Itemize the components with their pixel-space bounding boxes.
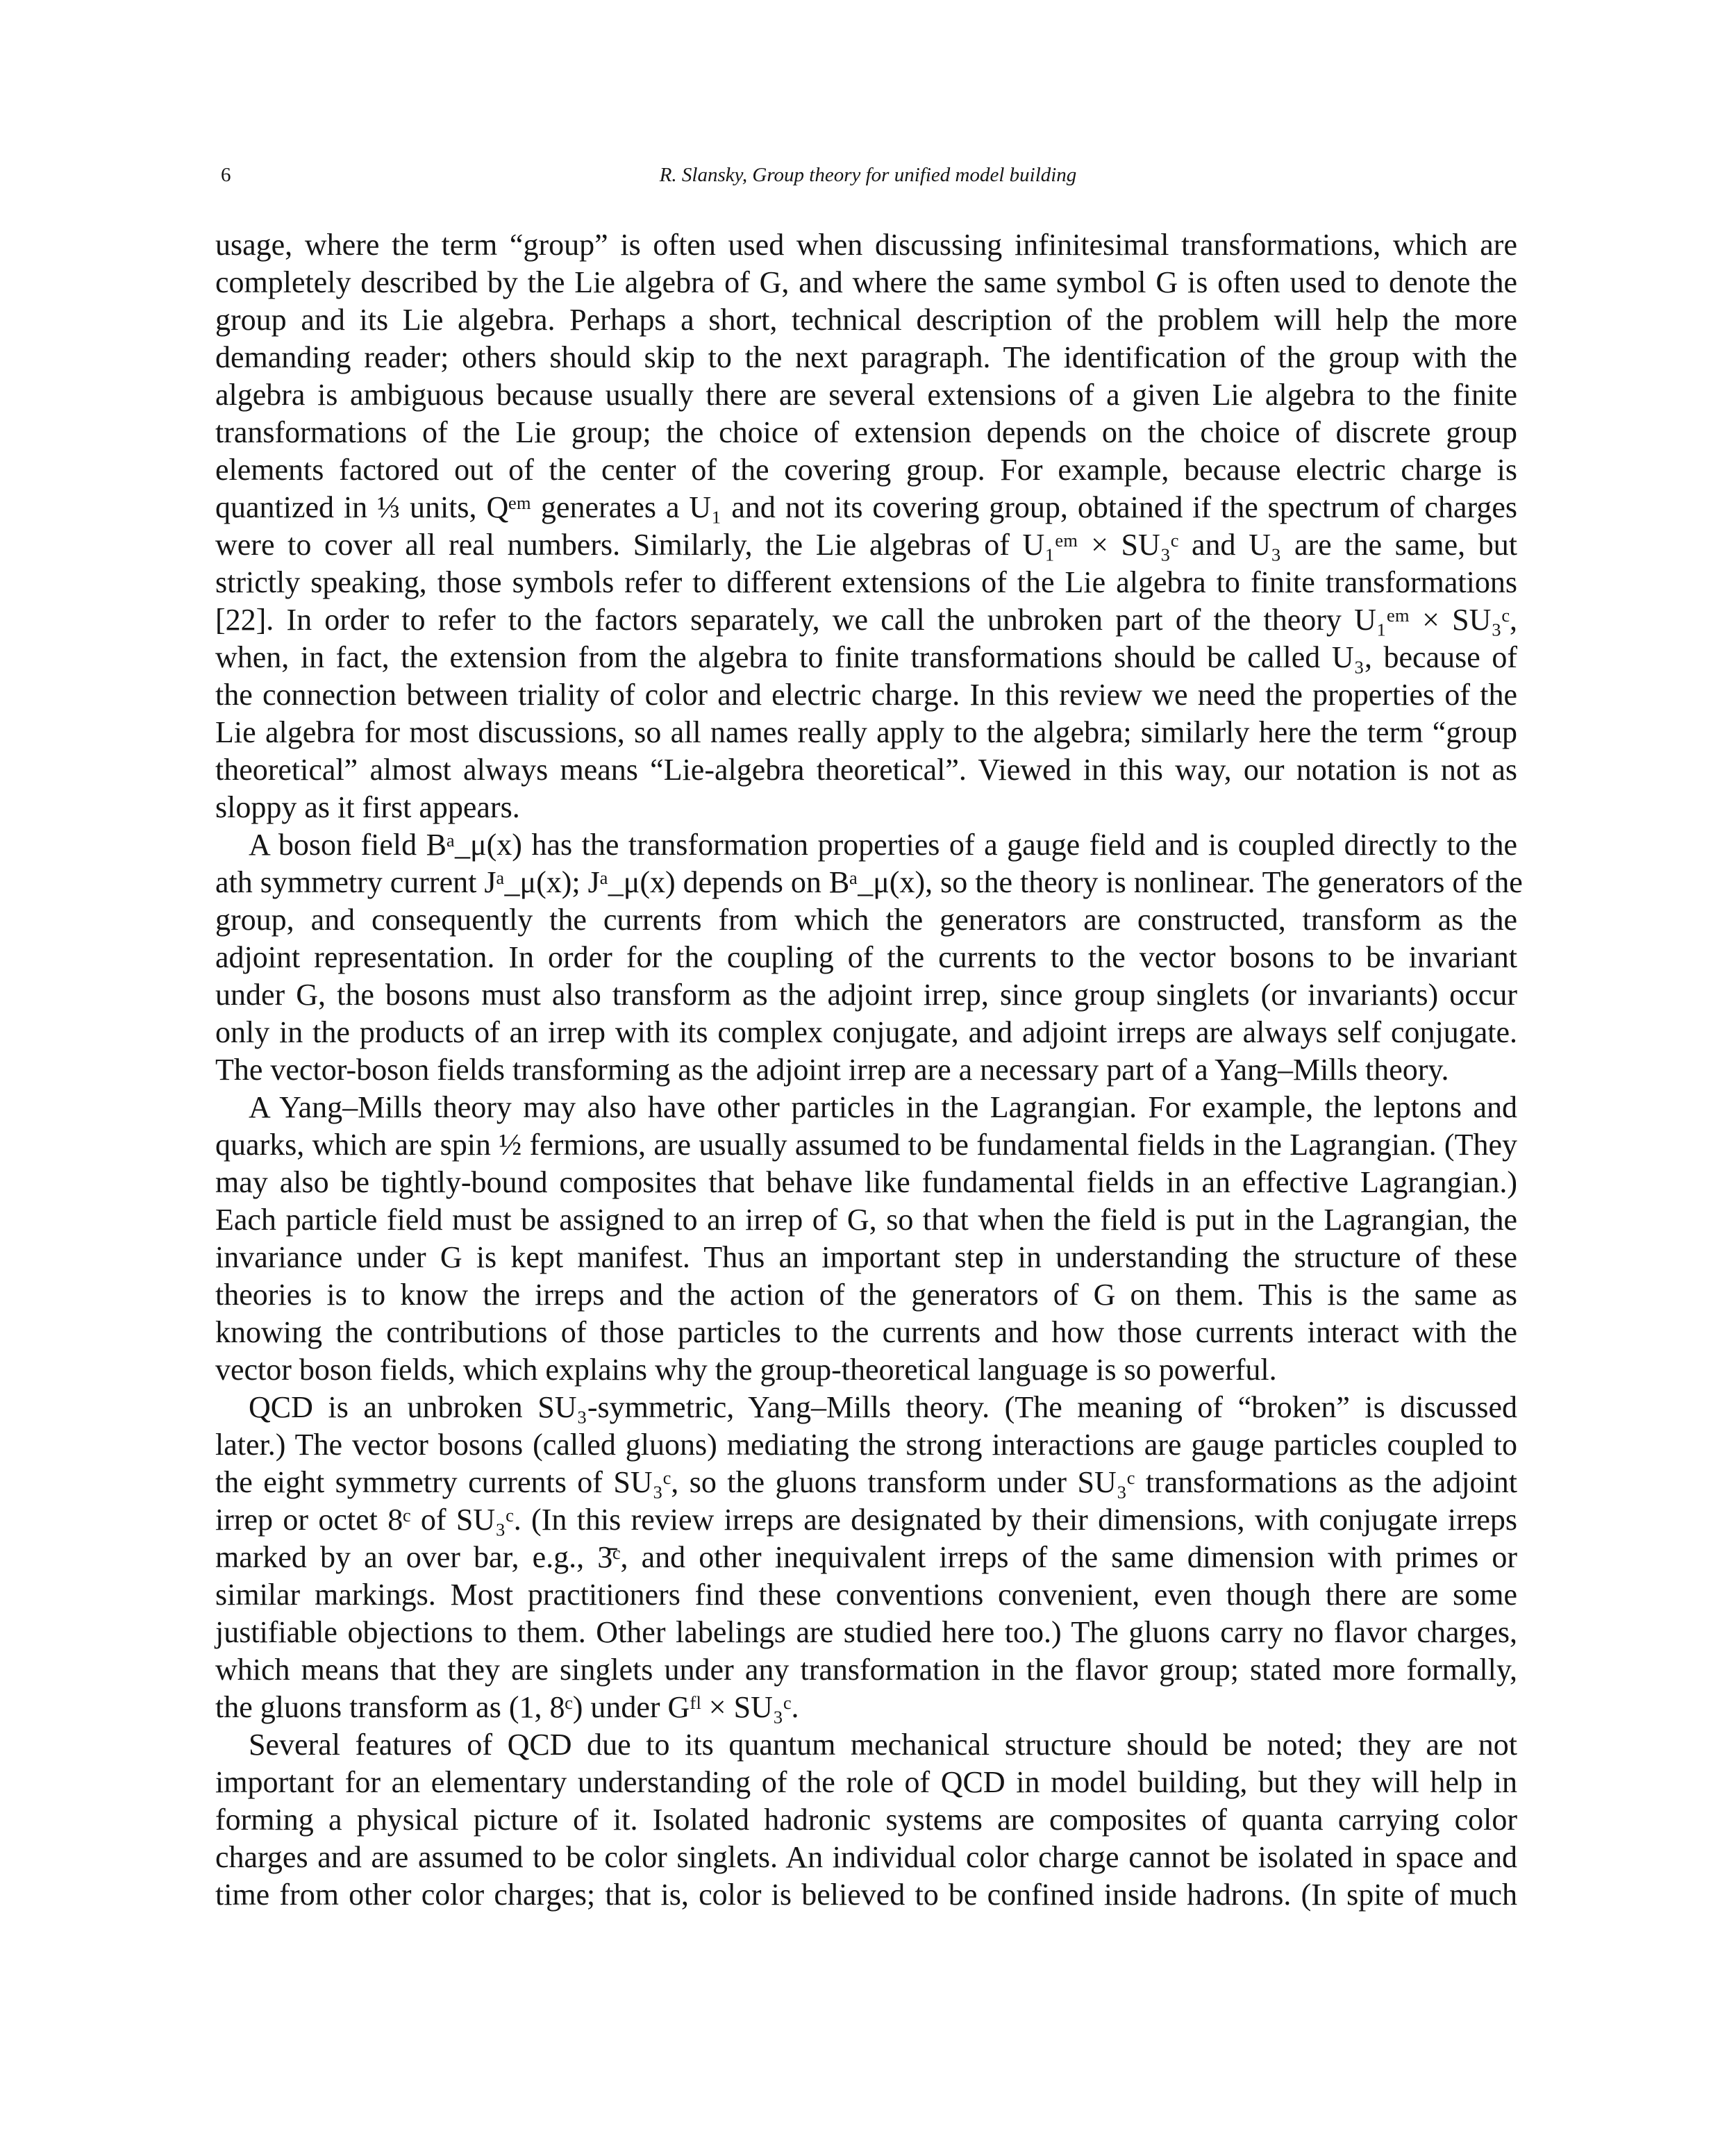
paragraph-continuation — [215, 226, 1517, 826]
paragraph-qcd — [215, 1389, 1517, 1726]
text-line: invariance under G is kept manifest. Thus an important step in understanding the structure of these — [215, 1240, 1517, 1274]
text-line: justifiable objections to them. Other labelings are studied here too.) The gluons carry no flavor charges, — [215, 1615, 1517, 1649]
text-line: charges and are assumed to be color singlets. An individual color charge cannot be isolated in space and — [215, 1840, 1517, 1874]
paragraph-qcd-features — [215, 1726, 1517, 1914]
text-line: A Yang–Mills theory may also have other particles in the Lagrangian. For example, the leptons and — [249, 1090, 1517, 1124]
text-line: vector boson fields, which explains why the group-theoretical language is so powerful. — [215, 1353, 1277, 1387]
body-text — [215, 226, 1523, 1914]
text-line: the gluons transform as (1, 8ᶜ) under Gᶠˡ × SU₃ᶜ. — [215, 1690, 799, 1724]
text-line: A boson field Bᵃ_μ(x) has the transformation properties of a gauge field and is coupled directly to the — [249, 828, 1517, 862]
text-line: the connection between triality of color and electric charge. In this review we need the properties of the — [215, 678, 1517, 712]
text-line: The vector-boson fields transforming as the adjoint irrep are a necessary part of a Yang–Mills theory. — [215, 1053, 1449, 1087]
text-line: under G, the bosons must also transform as the adjoint irrep, since group singlets (or invariants) occur — [215, 978, 1517, 1012]
text-line: Several features of QCD due to its quantum mechanical structure should be noted; they are not — [249, 1728, 1517, 1762]
text-line: theoretical” almost always means “Lie-algebra theoretical”. Viewed in this way, our notation is not as — [215, 753, 1517, 787]
text-line: sloppy as it first appears. — [215, 790, 520, 824]
text-line: which means that they are singlets under any transformation in the flavor group; stated more formally, — [215, 1653, 1517, 1687]
text-line: quarks, which are spin ½ fermions, are usually assumed to be fundamental fields in the Lagrangian. (They — [215, 1128, 1517, 1162]
text-line: quantized in ⅓ units, Qᵉᵐ generates a U₁ and not its covering group, obtained if the spectrum of charges — [215, 490, 1517, 524]
text-line: algebra is ambiguous because usually there are several extensions of a given Lie algebra to the finite — [215, 378, 1517, 412]
text-line: ath symmetry current Jᵃ_μ(x); Jᵃ_μ(x) depends on Bᵃ_μ(x), so the theory is nonlinear. The generators of the — [215, 865, 1523, 899]
text-line: irrep or octet 8ᶜ of SU₃ᶜ. (In this review irreps are designated by their dimensions, with conjugate irreps — [215, 1503, 1517, 1537]
text-line: only in the products of an irrep with its complex conjugate, and adjoint irreps are always self conjugate. — [215, 1015, 1517, 1049]
text-line: important for an elementary understanding of the role of QCD in model building, but they will help in — [215, 1765, 1517, 1799]
text-line: marked by an over bar, e.g., 3̄ᶜ, and other inequivalent irreps of the same dimension with primes or — [215, 1540, 1517, 1574]
text-line: [22]. In order to refer to the factors separately, we call the unbroken part of the theory U₁ᵉᵐ × SU₃ᶜ, — [215, 603, 1517, 637]
running-head: R. Slansky, Group theory for unified model building — [659, 164, 1077, 186]
text-line: completely described by the Lie algebra of G, and where the same symbol G is often used to denote the — [215, 265, 1517, 299]
text-line: time from other color charges; that is, color is believed to be confined inside hadrons. (In spite of much — [215, 1878, 1517, 1912]
text-line: later.) The vector bosons (called gluons) mediating the strong interactions are gauge particles coupled to — [215, 1428, 1517, 1462]
text-line: were to cover all real numbers. Similarly, the Lie algebras of U₁ᵉᵐ × SU₃ᶜ and U₃ are the same, but — [215, 528, 1517, 562]
text-line: knowing the contributions of those particles to the currents and how those currents interact with the — [215, 1315, 1517, 1349]
text-line: forming a physical picture of it. Isolated hadronic systems are composites of quanta carrying color — [215, 1803, 1517, 1837]
text-line: group, and consequently the currents from which the generators are constructed, transform as the — [215, 903, 1517, 937]
paragraph-yang-mills — [215, 1089, 1517, 1389]
text-line: similar markings. Most practitioners find these conventions convenient, even though there are some — [215, 1578, 1517, 1612]
text-line: group and its Lie algebra. Perhaps a short, technical description of the problem will help the more — [215, 303, 1517, 337]
page-number: 6 — [221, 164, 231, 186]
text-line: adjoint representation. In order for the coupling of the currents to the vector bosons to be invariant — [215, 940, 1517, 974]
text-line: Each particle field must be assigned to an irrep of G, so that when the field is put in the Lagrangian, the — [215, 1203, 1517, 1237]
text-line: when, in fact, the extension from the algebra to finite transformations should be called U₃, because of — [215, 640, 1517, 674]
text-line: theories is to know the irreps and the action of the generators of G on them. This is the same as — [215, 1278, 1517, 1312]
text-line: demanding reader; others should skip to the next paragraph. The identification of the group with the — [215, 340, 1517, 374]
text-line: strictly speaking, those symbols refer to different extensions of the Lie algebra to finite transformations — [215, 565, 1517, 599]
text-line: the eight symmetry currents of SU₃ᶜ, so the gluons transform under SU₃ᶜ transformations as the adjoint — [215, 1465, 1517, 1499]
text-line: may also be tightly-bound composites that behave like fundamental fields in an effective Lagrangian.) — [215, 1165, 1517, 1199]
text-line: QCD is an unbroken SU₃-symmetric, Yang–Mills theory. (The meaning of “broken” is discussed — [249, 1390, 1517, 1424]
text-line: transformations of the Lie group; the choice of extension depends on the choice of discrete group — [215, 415, 1517, 449]
text-line: elements factored out of the center of the covering group. For example, because electric charge is — [215, 453, 1517, 487]
text-line: Lie algebra for most discussions, so all names really apply to the algebra; similarly here the term “group — [215, 715, 1517, 749]
text-line: usage, where the term “group” is often used when discussing infinitesimal transformations, which are — [215, 228, 1517, 262]
paragraph-boson-field — [215, 826, 1523, 1089]
